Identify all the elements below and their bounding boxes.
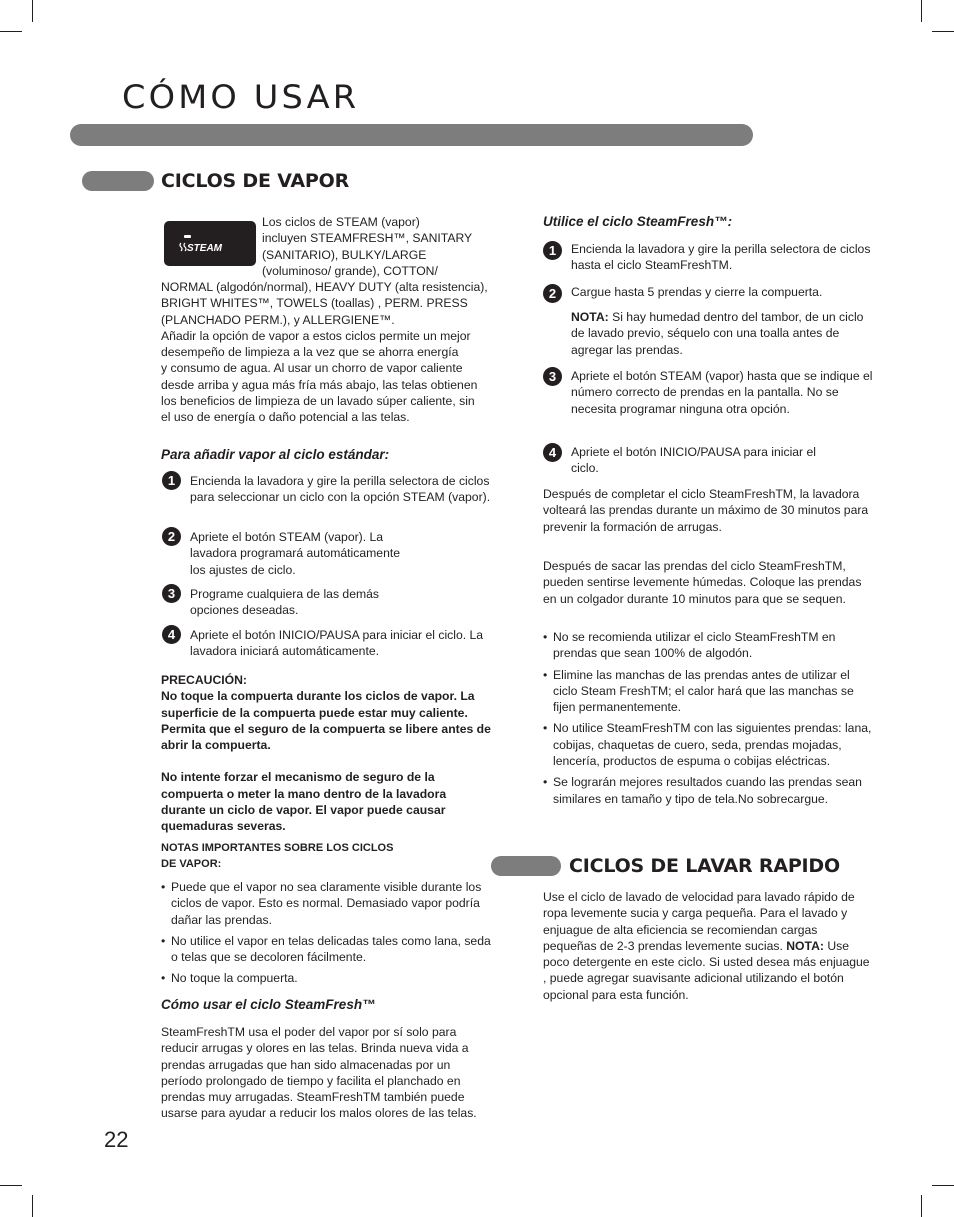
step-text: Encienda la lavadora y gire la perilla selectora de ciclos para seleccionar un ciclo con la opción STEAM (vapor). xyxy=(190,474,491,505)
crop-mark xyxy=(921,0,922,22)
crop-mark xyxy=(32,1195,33,1217)
step-text: Cargue hasta 5 prendas y cierre la compuerta. xyxy=(571,285,823,299)
intro-line: incluyen STEAMFRESH™, SANITARY xyxy=(262,231,473,246)
after-text: Después de sacar las prendas del ciclo SteamFreshTM, pueden sentirse levemente húmedas. Coloque las prendas en un colgador durante 10 minutos para que se sequen. xyxy=(543,559,862,606)
rapido-text xyxy=(543,889,873,1003)
list-item: • No toque la compuerta. xyxy=(161,970,493,986)
intro-line: Añadir la opción de vapor a estos ciclos permite un mejor xyxy=(161,328,471,343)
indicator-light xyxy=(184,235,191,238)
step-number: 4 xyxy=(162,625,181,644)
list-item: • No se recomienda utilizar el ciclo SteamFreshTM en prendas que sean 100% de algodón. xyxy=(543,629,873,662)
intro-line: los beneficios de limpieza de un lavado súper caliente, sin xyxy=(161,394,475,409)
intro-line: (PLANCHADO PERM.), y ALLERGIENE™. xyxy=(161,312,395,327)
caution-label: PRECAUCIÓN: xyxy=(161,673,247,687)
steam-notes-list xyxy=(161,879,493,992)
vapor-intro-cont xyxy=(161,279,501,426)
header-bar xyxy=(70,124,753,146)
step-number: 2 xyxy=(543,284,562,303)
caution-text: No toque la compuerta durante los ciclos de vapor. La superficie de la compuerta puede estar muy caliente. Permita que el seguro de la compuerta se libere antes de abrir la compuerta. xyxy=(161,689,491,753)
after-text: Después de completar el ciclo SteamFreshTM, la lavadora volteará las prendas durante un máximo de 30 minutos para prevenir la formación de arrugas. xyxy=(543,487,869,534)
caution-block xyxy=(161,672,491,835)
step-text: Programe cualquiera de las demás opciones deseadas. xyxy=(190,587,380,618)
steamfresh-bullets xyxy=(543,629,873,812)
page-number: 22 xyxy=(104,1127,129,1152)
steam-button-illustration xyxy=(164,221,256,266)
section-title-rapido: CICLOS DE LAVAR RAPIDO xyxy=(569,855,840,877)
page-title: CÓMO USAR xyxy=(122,78,360,116)
list-item: • No utilice el vapor en telas delicadas tales como lana, seda o telas que se decoloren fácilmente. xyxy=(161,933,493,966)
notes-heading-line: NOTAS IMPORTANTES SOBRE LOS CICLOS xyxy=(161,842,394,854)
steam-label: STEAM xyxy=(187,243,222,254)
intro-line: (voluminoso/ grande), COTTON/ xyxy=(262,263,438,278)
howto-text: SteamFreshTM usa el poder del vapor por sí solo para reducir arrugas y olores en las telas. Brinda nueva vida a prendas arrugadas que han sido almacenadas por un período prolongado de tiempo y facilita el planchado en prendas muy arrugadas. SteamFreshTM también puede usarse para ayudar a reducir los malos olores de las telas. xyxy=(161,1025,477,1121)
crop-mark xyxy=(932,1185,954,1186)
step-text: Apriete el botón STEAM (vapor) hasta que se indique el número correcto de prendas en la pantalla. No se necesita programar ninguna otra opción. xyxy=(571,369,873,416)
step-text: Apriete el botón STEAM (vapor). La lavadora programará automáticamente los ajustes de ciclo. xyxy=(190,530,401,577)
note-label: NOTA: xyxy=(571,310,609,324)
crop-mark xyxy=(0,31,22,32)
list-item: • Elimine las manchas de las prendas antes de utilizar el ciclo Steam FreshTM; el calor hará que las manchas se fijen permanentemente. xyxy=(543,667,873,716)
section-pill xyxy=(82,171,154,191)
notes-heading-line: DE VAPOR: xyxy=(161,858,222,870)
step-number: 1 xyxy=(543,241,562,260)
add-steam-heading: Para añadir vapor al ciclo estándar: xyxy=(161,447,390,462)
steamfresh-heading: Utilice el ciclo SteamFresh™: xyxy=(543,214,733,229)
intro-line: Los ciclos de STEAM (vapor) xyxy=(262,215,420,229)
step-text: Apriete el botón INICIO/PAUSA para iniciar el ciclo. xyxy=(571,445,816,476)
intro-line: el uso de energía o daño potencial a las telas. xyxy=(161,410,410,425)
caution-text: No intente forzar el mecanismo de seguro de la compuerta o meter la mano dentro de la lavadora durante un ciclo de vapor. El vapor puede causar quemaduras severas. xyxy=(161,770,447,834)
step-number: 3 xyxy=(162,584,181,603)
note-text: Use poco detergente en este ciclo. Si usted desea más enjuague , puede agregar suavisante adicional utilizando el botón opcional para esta función. xyxy=(543,938,870,1002)
howto-heading: Cómo usar el ciclo SteamFresh™ xyxy=(161,997,376,1012)
step-number: 2 xyxy=(162,527,181,546)
step-text: Apriete el botón INICIO/PAUSA para iniciar el ciclo. La lavadora iniciará automáticamente. xyxy=(190,628,484,659)
list-item: • Puede que el vapor no sea claramente visible durante los ciclos de vapor. Esto es normal. Demasiado vapor podría dañar las prendas. xyxy=(161,879,493,928)
crop-mark xyxy=(932,31,954,32)
step-number: 3 xyxy=(543,367,562,386)
notes-heading xyxy=(161,840,393,872)
section-title-vapor: CICLOS DE VAPOR xyxy=(161,170,350,192)
note-text: Si hay humedad dentro del tambor, de un ciclo de lavado previo, séquelo con una toalla antes de agregar las prendas. xyxy=(571,310,864,357)
step-text: Encienda la lavadora y gire la perilla selectora de ciclos hasta el ciclo SteamFreshTM. xyxy=(571,242,871,273)
section-pill xyxy=(491,856,561,876)
steamfresh-note xyxy=(571,309,871,358)
step-number: 1 xyxy=(162,471,181,490)
intro-line: NORMAL (algodón/normal), HEAVY DUTY (alta resistencia), xyxy=(161,280,488,294)
intro-line: BRIGHT WHITES™, TOWELS (toallas) , PERM. PRESS xyxy=(161,296,468,311)
rapido-body: Use el ciclo de lavado de velocidad para lavado rápido de ropa levemente sucia y carga pequeña. Para el lavado y enjuague de alta eficiencia se recomiendan cargas pequeñas de 2-3 prendas levemente sucias. xyxy=(543,890,855,953)
crop-mark xyxy=(32,0,33,22)
intro-line: desempeño de limpieza a la vez que se ahorra energía xyxy=(161,345,459,360)
intro-line: y consumo de agua. Al usar un chorro de vapor caliente xyxy=(161,361,463,376)
vapor-intro xyxy=(262,214,502,279)
note-label: NOTA: xyxy=(786,938,824,953)
crop-mark xyxy=(921,1195,922,1217)
intro-line: (SANITARIO), BULKY/LARGE xyxy=(262,247,427,262)
crop-mark xyxy=(0,1185,22,1186)
intro-line: desde arriba y agua más fría más abajo, las telas obtienen xyxy=(161,377,478,392)
list-item: • No utilice SteamFreshTM con las siguientes prendas: lana, cobijas, chaquetas de cuero, seda, prendas mojadas, lencería, productos de espuma o cobijas eléctricas. xyxy=(543,720,873,769)
step-number: 4 xyxy=(543,443,562,462)
list-item: • Se lograrán mejores resultados cuando las prendas sean similares en tamaño y tipo de tela.No sobrecargue. xyxy=(543,774,873,807)
